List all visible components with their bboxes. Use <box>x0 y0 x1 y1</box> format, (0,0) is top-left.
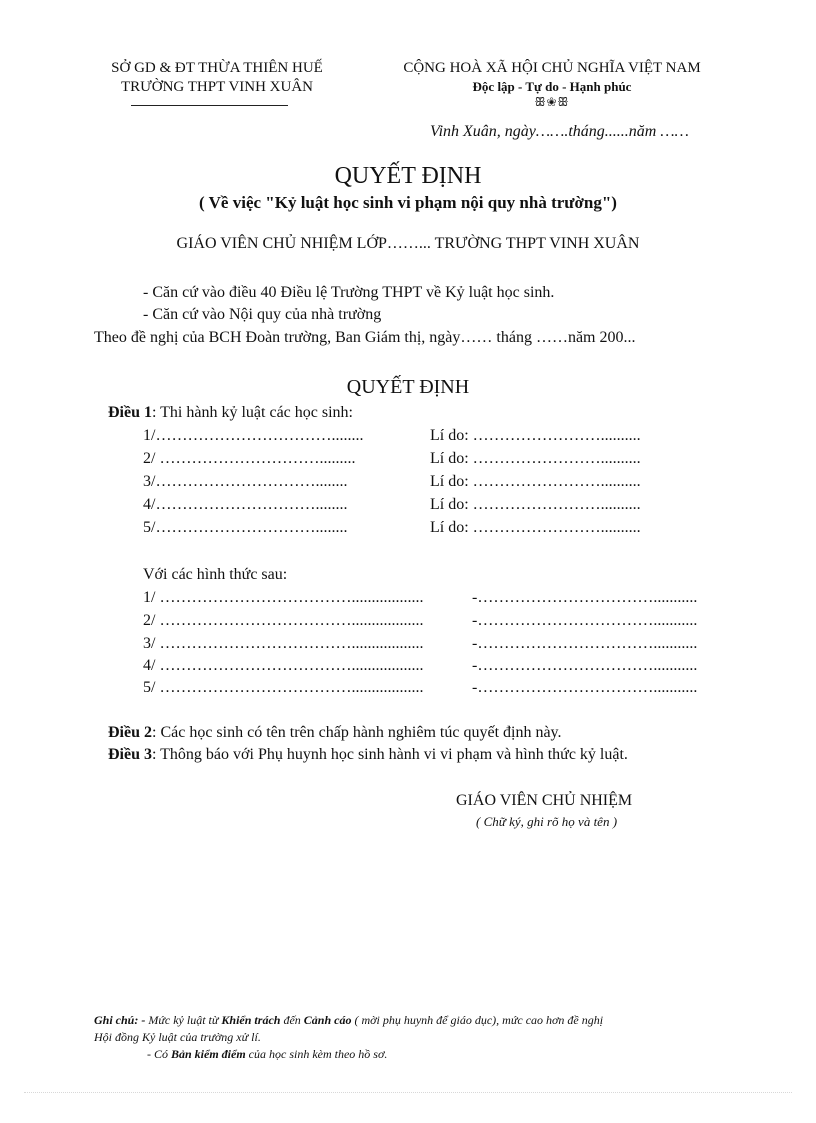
article-3 <box>108 746 628 764</box>
reason-row-3: Lí do: …………………….......... <box>430 473 641 490</box>
note-text-5: của học sinh kèm theo hồ sơ. <box>245 1047 388 1061</box>
form-row-2: 2/ ……………………………….................. <box>143 612 424 629</box>
ornament-icon: ꕥ❀ꕥ <box>534 95 570 109</box>
note-label: Ghi chú: - <box>94 1013 146 1027</box>
decision-title: QUYẾT ĐỊNH <box>346 376 470 398</box>
note-line-2: Hội đồng Kỷ luật của trường xử lí. <box>94 1030 261 1044</box>
basis-line-3: Theo đề nghị của BCH Đoàn trường, Ban Giám thị, ngày…… tháng ……năm 200... <box>94 329 636 346</box>
forms-intro: Với các hình thức sau: <box>143 566 288 583</box>
form-row-3-right: -……………………………........... <box>472 635 698 652</box>
form-row-1-right: -……………………………........... <box>472 589 698 606</box>
agency-header <box>88 60 346 96</box>
student-row-4: 4/…………………………........ <box>143 496 348 513</box>
note-line-1 <box>94 1013 603 1028</box>
school-name: TRƯỜNG THPT VINH XUÂN <box>120 79 314 95</box>
form-row-2-right: -……………………………........... <box>472 612 698 629</box>
reason-row-4: Lí do: …………………….......... <box>430 496 641 513</box>
article-1 <box>108 404 353 422</box>
form-row-4-right: -……………………………........... <box>472 657 698 674</box>
article-1-label: Điều 1 <box>108 404 152 421</box>
student-row-2: 2/ …………………………......... <box>143 450 356 467</box>
note-text-1: Mức kỷ luật từ <box>145 1013 222 1027</box>
page-bottom-divider <box>24 1092 792 1093</box>
article-3-label: Điều 3 <box>108 746 152 763</box>
student-row-1: 1/……………………………........ <box>143 427 364 444</box>
note-text-4: - Có <box>147 1047 171 1061</box>
national-motto: Độc lập - Tự do - Hạnh phúc <box>472 79 632 94</box>
article-1-text: : Thi hành kỷ luật các học sinh: <box>152 404 353 421</box>
basis-line-1: - Căn cứ vào điều 40 Điều lệ Trường THPT về Kỷ luật học sinh. <box>143 284 555 301</box>
place-date-line: Vinh Xuân, ngày…….tháng......năm …… <box>430 123 689 140</box>
form-row-4: 4/ ……………………………….................. <box>143 657 424 674</box>
note-bold-2: Cảnh cáo <box>303 1013 352 1027</box>
agency-underline <box>131 105 288 106</box>
note-bold-1: Khiển trách <box>221 1013 281 1027</box>
article-2-label: Điều 2 <box>108 724 152 741</box>
signature-role: GIÁO VIÊN CHỦ NHIỆM <box>456 792 633 809</box>
agency-name: SỞ GD & ĐT THỪA THIÊN HUẾ <box>111 60 323 76</box>
note-text-2: đến <box>280 1013 304 1027</box>
form-row-3: 3/ ……………………………….................. <box>143 635 424 652</box>
student-row-5: 5/…………………………........ <box>143 519 348 536</box>
note-bold-3: Bản kiểm điểm <box>171 1047 246 1061</box>
reason-row-2: Lí do: …………………….......... <box>430 450 641 467</box>
nation-name: CỘNG HOÀ XÃ HỘI CHỦ NGHĨA VIỆT NAM <box>403 60 701 76</box>
document-title: QUYẾT ĐỊNH <box>334 163 482 189</box>
basis-line-2: - Căn cứ vào Nội quy của nhà trường <box>143 306 382 323</box>
form-row-5: 5/ ……………………………….................. <box>143 679 424 696</box>
reason-row-1: Lí do: …………………….......... <box>430 427 641 444</box>
issuing-authority: GIÁO VIÊN CHỦ NHIỆM LỚP……... TRƯỜNG THPT VINH XUÂN <box>176 235 640 252</box>
article-3-text: : Thông báo với Phụ huynh học sinh hành vi vi phạm và hình thức kỷ luật. <box>152 746 628 763</box>
form-row-5-right: -……………………………........... <box>472 679 698 696</box>
article-2-text: : Các học sinh có tên trên chấp hành nghiêm túc quyết định này. <box>152 724 562 741</box>
note-line-3 <box>147 1047 387 1062</box>
reason-row-5: Lí do: …………………….......... <box>430 519 641 536</box>
form-row-1: 1/ ……………………………….................. <box>143 589 424 606</box>
student-row-3: 3/…………………………........ <box>143 473 348 490</box>
note-text-3: ( mời phụ huynh để giáo dục), mức cao hơn đề nghị <box>351 1013 604 1027</box>
article-2 <box>108 724 562 742</box>
signature-hint: ( Chữ ký, ghi rõ họ và tên ) <box>476 814 618 829</box>
national-header <box>366 60 738 110</box>
document-subtitle: ( Về việc "Kỷ luật học sinh vi phạm nội quy nhà trường") <box>199 193 617 212</box>
